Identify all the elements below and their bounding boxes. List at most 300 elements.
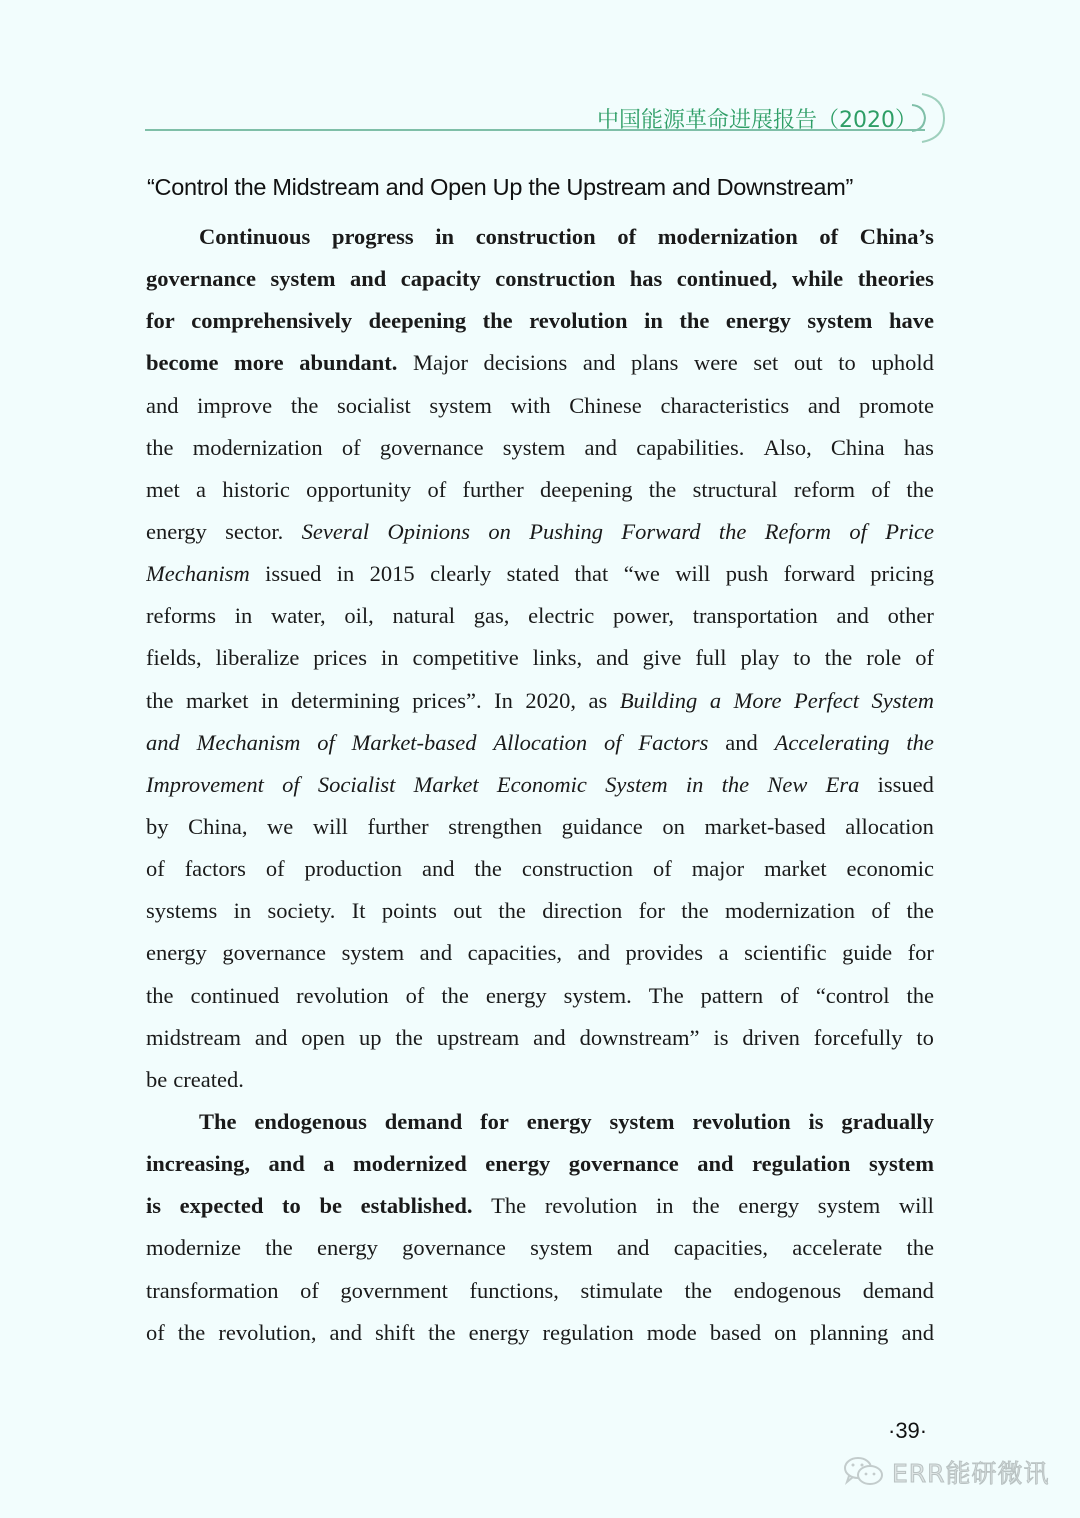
word: of — [282, 771, 300, 797]
text-line — [146, 978, 934, 1020]
word: Several — [301, 518, 370, 544]
word: in — [234, 603, 253, 629]
word: revolution, — [218, 1319, 317, 1345]
word: reform — [793, 476, 856, 502]
word: the — [428, 1319, 456, 1345]
word: regulation — [752, 1151, 851, 1177]
word: guide — [842, 940, 893, 966]
word: were — [694, 350, 738, 376]
word: natural — [392, 603, 455, 629]
word: mode — [646, 1319, 697, 1345]
section-heading: “Control the Midstream and Open Up the Upstream and Downstream” — [147, 174, 853, 200]
word: promote — [858, 392, 934, 418]
word: has — [903, 434, 934, 460]
word: system — [868, 1151, 934, 1177]
word: deepening — [540, 476, 633, 502]
word: decisions — [483, 350, 568, 376]
word: in — [655, 1193, 674, 1219]
word: and — [577, 940, 611, 966]
word: and — [349, 266, 387, 292]
word: to — [793, 645, 811, 671]
word: for — [907, 940, 934, 966]
word: and — [616, 1235, 650, 1261]
word: allocation — [845, 813, 934, 839]
word: modernize — [146, 1235, 241, 1261]
text-line — [146, 556, 934, 598]
word: of — [819, 224, 839, 249]
word: have — [888, 308, 934, 334]
word: Era — [825, 771, 860, 797]
word: stated — [506, 561, 560, 587]
word: modernization — [192, 434, 323, 460]
word: The — [648, 982, 684, 1008]
word: has — [629, 266, 663, 292]
word: socialist — [337, 392, 411, 418]
word: modernized — [353, 1151, 467, 1177]
word: Market — [413, 771, 479, 797]
word: capacities, — [673, 1235, 769, 1261]
running-header-title: 中国能源革命进展报告（2020） — [597, 108, 917, 133]
word: energy — [738, 1193, 800, 1219]
word: of — [617, 224, 637, 249]
word: energy — [317, 1235, 378, 1261]
word: factors — [184, 856, 246, 882]
word: capabilities. — [636, 434, 745, 460]
word: endogenous — [254, 1108, 367, 1134]
word: the — [441, 982, 469, 1008]
word: the — [146, 434, 174, 460]
word: energy — [146, 518, 207, 544]
word: Mechanism — [196, 729, 301, 755]
word: competitive — [412, 645, 519, 671]
word: stimulate — [580, 1277, 663, 1303]
word: system — [609, 1108, 675, 1134]
word: clearly — [430, 561, 492, 587]
word: China’s — [859, 224, 934, 249]
word: prices”. — [412, 687, 482, 713]
word: fields, — [146, 645, 202, 671]
word: energy — [485, 982, 547, 1008]
text-line — [146, 640, 934, 682]
word: system — [502, 434, 566, 460]
text-line — [146, 1104, 934, 1146]
word: system — [270, 266, 336, 292]
text-line — [146, 1230, 934, 1272]
page-number: ·39· — [888, 1418, 928, 1443]
word: and — [901, 1319, 934, 1345]
word: a — [718, 940, 729, 966]
text-line — [146, 1273, 934, 1315]
word: theories — [857, 266, 934, 292]
word: of — [405, 982, 425, 1008]
word: power, — [613, 603, 674, 629]
word: of — [915, 645, 934, 671]
word: More — [733, 687, 782, 713]
word: capacity — [400, 266, 481, 292]
word: that — [574, 561, 609, 587]
word: and — [421, 856, 455, 882]
word: governance — [222, 940, 327, 966]
word: to — [916, 1024, 934, 1050]
word: economic — [846, 856, 934, 882]
text-line — [146, 935, 934, 977]
word: forward — [783, 561, 855, 587]
word: revolution — [296, 982, 389, 1008]
word: revolution — [529, 308, 628, 334]
word: the — [474, 856, 502, 882]
word: the — [290, 392, 319, 418]
word: construction — [521, 856, 634, 882]
word: reforms — [146, 603, 216, 629]
word: the — [906, 982, 934, 1008]
word: Also, — [763, 434, 812, 460]
word: system. — [563, 982, 632, 1008]
word: functions, — [469, 1277, 559, 1303]
word: downstream” — [579, 1024, 700, 1050]
word: role — [866, 645, 902, 671]
word: and — [584, 434, 618, 460]
word: governance — [402, 1235, 506, 1261]
word: open — [301, 1024, 346, 1050]
word: a — [196, 476, 207, 502]
word: Opinions — [387, 518, 470, 544]
word: governance — [146, 266, 256, 292]
word: the — [906, 729, 934, 755]
word: opportunity — [306, 476, 412, 502]
word: while — [791, 266, 844, 292]
word: abundant. — [299, 350, 398, 376]
word: demand — [862, 1277, 934, 1303]
word: issued — [265, 561, 322, 587]
word: links, — [532, 645, 583, 671]
word: Price — [885, 518, 934, 544]
word: systems — [146, 898, 218, 924]
word: of — [871, 898, 891, 924]
word: It — [351, 898, 366, 924]
header-bracket-ornament — [900, 92, 950, 144]
word: Chinese — [569, 392, 642, 418]
text-line — [146, 345, 934, 387]
word: Perfect — [794, 687, 859, 713]
text-line — [146, 1146, 934, 1188]
word: continued, — [676, 266, 778, 292]
word: governance — [379, 434, 484, 460]
word: expected — [179, 1193, 264, 1219]
word: in — [233, 898, 252, 924]
word: play — [740, 645, 780, 671]
body-text — [146, 219, 934, 1357]
word: issued — [877, 771, 934, 797]
word: pricing — [870, 561, 934, 587]
word: of — [653, 856, 672, 882]
text-line — [146, 1188, 934, 1230]
word: government — [340, 1277, 448, 1303]
word: transportation — [692, 603, 818, 629]
word: oil, — [344, 603, 374, 629]
word: other — [887, 603, 934, 629]
word: system — [341, 940, 405, 966]
word: Allocation — [493, 729, 588, 755]
word: will — [898, 1193, 934, 1219]
text-line — [146, 683, 934, 725]
word: met — [146, 476, 180, 502]
word: Market-based — [351, 729, 477, 755]
word: the — [721, 771, 750, 797]
word: governance — [568, 1151, 679, 1177]
word: as — [588, 687, 608, 713]
text-line — [146, 767, 934, 809]
word: guidance — [561, 813, 643, 839]
word: and — [533, 1024, 566, 1050]
word: and — [419, 940, 453, 966]
word: on — [488, 518, 511, 544]
word: points — [381, 898, 437, 924]
word: and — [836, 603, 869, 629]
word: 2015 — [369, 561, 415, 587]
word: pattern — [700, 982, 764, 1008]
word: of — [341, 434, 361, 460]
word: continued — [190, 982, 280, 1008]
text-line — [146, 598, 934, 640]
word: the — [482, 308, 513, 334]
word: and — [146, 392, 179, 418]
word: is — [713, 1024, 729, 1050]
word: give — [642, 645, 682, 671]
word: Pushing — [529, 518, 603, 544]
word: the — [718, 518, 747, 544]
word: out — [453, 898, 483, 924]
word: energy — [526, 1108, 592, 1134]
word: a — [323, 1151, 335, 1177]
word: direction — [542, 898, 623, 924]
word: Continuous — [199, 224, 311, 249]
word: in — [381, 645, 399, 671]
text-line — [146, 1315, 934, 1357]
word: uphold — [871, 350, 934, 376]
word: deepening — [368, 308, 467, 334]
word: prices — [313, 645, 368, 671]
watermark — [842, 1452, 1050, 1492]
word: endogenous — [733, 1277, 842, 1303]
text-line — [146, 303, 934, 345]
word: production — [304, 856, 403, 882]
word: further — [462, 476, 524, 502]
word: revolution — [544, 1193, 638, 1219]
word: in — [435, 224, 455, 249]
word: for — [480, 1108, 509, 1134]
word: out — [793, 350, 823, 376]
word: shift — [375, 1319, 416, 1345]
word: the — [906, 476, 934, 502]
word: historic — [222, 476, 290, 502]
word: China — [830, 434, 885, 460]
word: and — [268, 1151, 305, 1177]
word: major — [691, 856, 745, 882]
word: strengthen — [448, 813, 542, 839]
word: the — [679, 308, 710, 334]
word: the — [906, 898, 934, 924]
text-line — [146, 851, 934, 893]
word: forcefully — [813, 1024, 903, 1050]
word: transformation — [146, 1277, 279, 1303]
word: created. — [173, 1066, 244, 1092]
word: become — [146, 350, 219, 376]
word: progress — [331, 224, 414, 249]
word: to — [838, 350, 856, 376]
word: demand — [384, 1108, 463, 1134]
word: capacities, — [467, 940, 562, 966]
word: of — [427, 476, 447, 502]
text-line — [146, 514, 934, 556]
word: market-based — [704, 813, 826, 839]
word: the — [906, 1235, 934, 1261]
word: the — [498, 898, 526, 924]
word: in — [644, 308, 663, 334]
word: the — [395, 1024, 423, 1050]
word: Forward — [621, 518, 701, 544]
word: The — [491, 1193, 527, 1219]
word: construction — [475, 224, 596, 249]
word: Accelerating — [774, 729, 890, 755]
word: Major — [412, 350, 468, 376]
word: comprehensively — [191, 308, 353, 334]
word: by — [146, 813, 169, 839]
word: energy — [146, 940, 207, 966]
word: a — [709, 687, 722, 713]
word: society. — [267, 898, 336, 924]
word: “control — [815, 982, 890, 1008]
word: upstream — [436, 1024, 520, 1050]
word: gas, — [473, 603, 510, 629]
word: will — [312, 813, 348, 839]
word: on — [774, 1319, 797, 1345]
word: accelerate — [792, 1235, 883, 1261]
word: of — [265, 856, 285, 882]
word: construction — [495, 266, 616, 292]
word: characteristics — [660, 392, 790, 418]
word: and — [329, 1319, 362, 1345]
word: be — [146, 1066, 168, 1092]
word: market — [764, 856, 827, 882]
word: up — [358, 1024, 382, 1050]
word: increasing, — [146, 1151, 250, 1177]
word: New — [767, 771, 808, 797]
word: the — [692, 1193, 720, 1219]
word: sector. — [225, 518, 284, 544]
word: for — [638, 898, 665, 924]
word: modernization — [657, 224, 798, 249]
word: determining — [291, 687, 400, 713]
text-line — [146, 1062, 934, 1104]
word: established. — [360, 1193, 473, 1219]
word: of — [604, 729, 622, 755]
word: will — [675, 561, 711, 587]
text-line — [146, 809, 934, 851]
word: China, — [188, 813, 248, 839]
word: based — [709, 1319, 762, 1345]
text-line — [146, 472, 934, 514]
word: scientific — [744, 940, 827, 966]
word: structural — [692, 476, 778, 502]
word: system — [817, 1193, 881, 1219]
word: set — [753, 350, 779, 376]
text-line — [146, 725, 934, 767]
word: The — [199, 1108, 237, 1134]
word: we — [267, 813, 294, 839]
word: push — [725, 561, 769, 587]
word: provides — [625, 940, 704, 966]
word: planning — [809, 1319, 889, 1345]
word: Factors — [638, 729, 709, 755]
word: midstream — [146, 1024, 241, 1050]
word: in — [261, 687, 279, 713]
word: regulation — [542, 1319, 634, 1345]
word: full — [695, 645, 727, 671]
word: system — [807, 308, 873, 334]
word: of — [317, 729, 335, 755]
word: revolution — [692, 1108, 791, 1134]
word: and — [807, 392, 841, 418]
word: Building — [619, 687, 698, 713]
word: the — [681, 898, 709, 924]
text-line — [146, 893, 934, 935]
word: “we — [623, 561, 660, 587]
word: and — [725, 729, 758, 755]
word: in — [685, 771, 704, 797]
word: of — [871, 476, 891, 502]
word: to — [282, 1193, 301, 1219]
word: further — [367, 813, 429, 839]
word: system — [530, 1235, 593, 1261]
word: the — [824, 645, 853, 671]
word: liberalize — [215, 645, 300, 671]
word: of — [780, 982, 799, 1008]
word: and — [582, 350, 616, 376]
word: in — [336, 561, 355, 587]
word: and — [596, 645, 629, 671]
word: the — [146, 687, 174, 713]
word: the — [146, 982, 174, 1008]
word: is — [146, 1193, 162, 1219]
word: Improvement — [146, 771, 264, 797]
word: of — [146, 856, 165, 882]
text-line — [146, 219, 934, 261]
word: plans — [630, 350, 679, 376]
word: System — [871, 687, 934, 713]
word: driven — [742, 1024, 800, 1050]
word: system — [429, 392, 492, 418]
text-line — [146, 261, 934, 303]
word: In — [494, 687, 513, 713]
text-line — [146, 1020, 934, 1062]
word: energy — [485, 1151, 551, 1177]
word: 2020, — [525, 687, 577, 713]
word: more — [234, 350, 284, 376]
word: water, — [270, 603, 326, 629]
word: the — [177, 1319, 206, 1345]
word: Mechanism — [146, 561, 250, 587]
word: the — [648, 476, 677, 502]
word: and — [254, 1024, 288, 1050]
word: be — [319, 1193, 342, 1219]
word: market — [186, 687, 249, 713]
word: modernization — [725, 898, 856, 924]
word: of — [849, 518, 867, 544]
word: on — [662, 813, 685, 839]
word: is — [808, 1108, 824, 1134]
word: for — [146, 308, 175, 334]
word: and — [697, 1151, 734, 1177]
